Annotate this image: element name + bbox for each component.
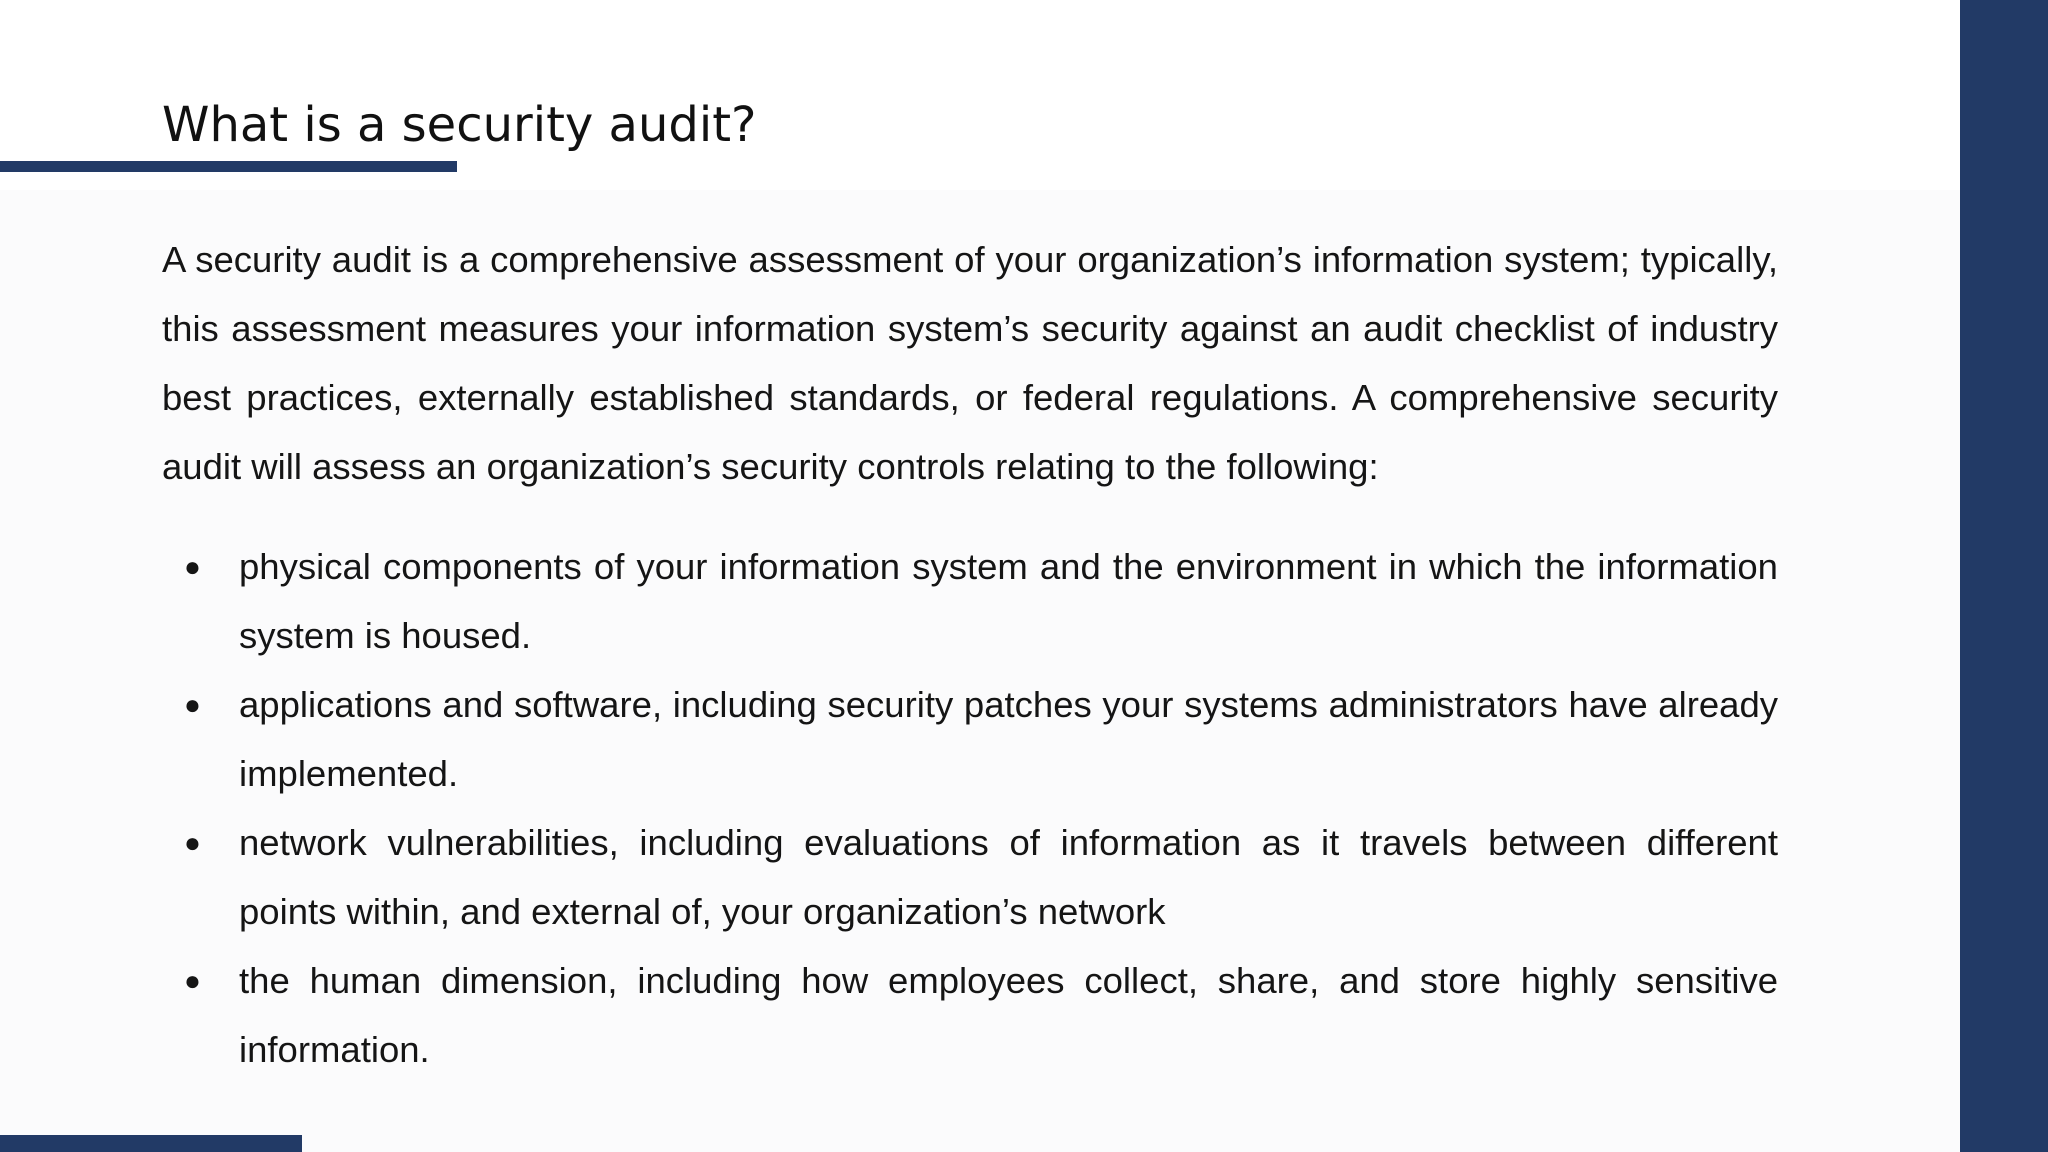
intro-paragraph: A security audit is a comprehensive assessment of your organization’s information system; typically, this assessment measures your information system’s security against an audit checklist of industry best practices, externally established standards, or federal regulations. A comprehensive security audit will assess an organization’s security controls relating to the following: [162, 239, 1778, 487]
bullet-dot-icon: ● [184, 551, 201, 582]
bullet-text: physical components of your information system and the environment in which the information system is housed. [239, 546, 1778, 656]
bottom-accent-bar [0, 1135, 302, 1152]
title-underline [0, 161, 457, 172]
bullet-item-human [162, 946, 1778, 1084]
bullet-dot-icon: ● [184, 827, 201, 858]
bullet-list [162, 532, 1778, 1084]
bullet-text: applications and software, including security patches your systems administrators have already implemented. [239, 684, 1778, 794]
bullet-item-network [162, 808, 1778, 946]
bullet-dot-icon: ● [184, 965, 201, 996]
bullet-item-applications [162, 670, 1778, 808]
bullet-text: the human dimension, including how employees collect, share, and store highly sensitive information. [239, 960, 1778, 1070]
right-accent-band [1960, 0, 2048, 1152]
bullet-item-physical [162, 532, 1778, 670]
bullet-text: network vulnerabilities, including evaluations of information as it travels between different points within, and external of, your organization’s network [239, 822, 1778, 932]
slide-title: What is a security audit? [162, 97, 757, 153]
slide-body [162, 225, 1778, 1084]
bullet-dot-icon: ● [184, 689, 201, 720]
